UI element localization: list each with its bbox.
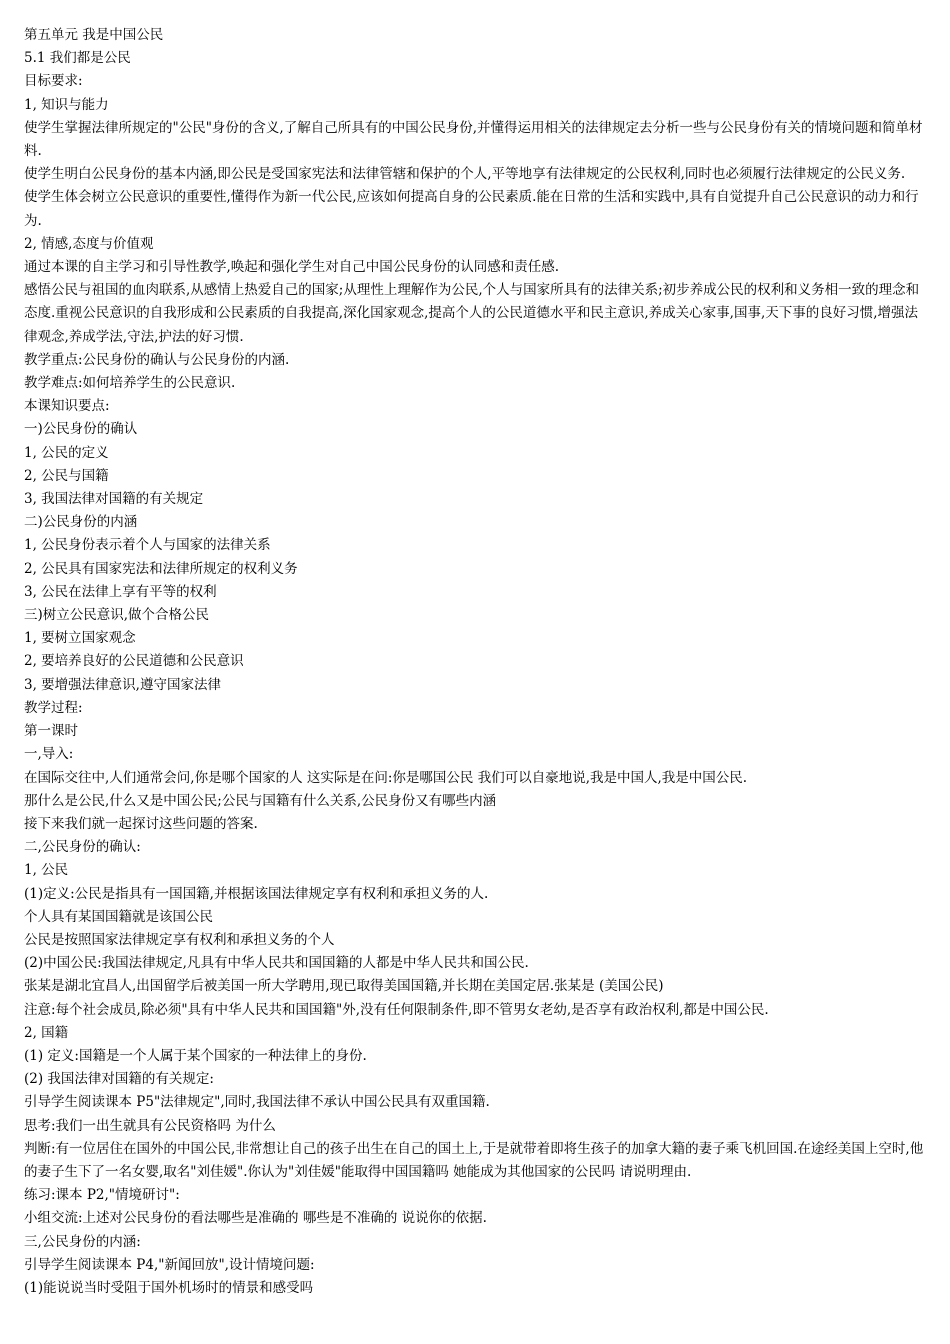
subheading: 二,公民身份的确认: — [24, 839, 141, 856]
paragraph: 那什么是公民,什么又是中国公民;公民与国籍有什么关系,公民身份又有哪些内涵 — [24, 792, 497, 809]
paragraph: 引导学生阅读课本 P5"法律规定",同时,我国法律不承认中国公民具有双重国籍. — [24, 1094, 490, 1111]
paragraph: 使学生掌握法律所规定的"公民"身份的含义,了解自己所具有的中国公民身份,并懂得运用相关的法律规定去分析一些与公民身份有关的情境问题和简单材料. — [24, 119, 923, 160]
paragraph: (2)中国公民:我国法律规定,凡具有中华人民共和国国籍的人都是中华人民共和国公民. — [24, 955, 529, 972]
outline-item: 2, 要培养良好的公民道德和公民意识 — [24, 653, 244, 670]
subheading: 2, 情感,态度与价值观 — [24, 235, 154, 252]
paragraph: 接下来我们就一起探讨这些问题的答案. — [24, 815, 258, 832]
paragraph: 张某是湖北宜昌人,出国留学后被美国一所大学聘用,现已取得美国国籍,并长期在美国定居.张某是 (美国公民) — [24, 978, 664, 995]
paragraph: 使学生明白公民身份的基本内涵,即公民是受国家宪法和法律管辖和保护的个人,平等地享有法律规定的公民权利,同时也必须履行法律规定的公民义务. — [24, 166, 906, 183]
paragraph: 判断:有一位居住在国外的中国公民,非常想让自己的孩子出生在自己的国土上,于是就带着即将生孩子的加拿大籍的妻子乘飞机回国.在途经美国上空时,他的妻子生下了一名女婴,取名"刘佳媛".你认为"刘佳媛"能取得中国国籍吗 她能成为其他国家的公民吗 请说明理由. — [24, 1140, 924, 1180]
paragraph: 使学生体会树立公民意识的重要性,懂得作为新一代公民,应该如何提高自身的公民素质.能在日常的生活和实践中,具有自觉提升自己公民意识的动力和行为. — [24, 189, 919, 229]
paragraph: (1) 定义:国籍是一个人属于某个国家的一种法律上的身份. — [24, 1047, 367, 1064]
section-heading: 目标要求: — [24, 73, 83, 90]
outline-item: 三)树立公民意识,做个合格公民 — [24, 607, 210, 624]
paragraph: (1)能说说当时受阻于国外机场时的情景和感受吗 — [24, 1279, 314, 1296]
outline-item: 3, 公民在法律上享有平等的权利 — [24, 583, 217, 600]
outline-item: 二)公民身份的内涵 — [24, 514, 138, 531]
paragraph: (2) 我国法律对国籍的有关规定: — [24, 1071, 214, 1088]
subheading: 1, 公民 — [24, 862, 69, 879]
paragraph: 感悟公民与祖国的血肉联系,从感情上热爱自己的国家;从理性上理解作为公民,个人与国家所具有的法律关系;初步养成公民的权利和义务相一致的理念和态度.重视公民意识的自我形成和公民素质的自我提高,深化国家观念,提高个人的公民道德水平和民主意识,养成关心家事,国事,天下事的良好习惯,增强法律观念,养成学法,守法,护法的好习惯. — [24, 282, 920, 345]
paragraph: 教学难点:如何培养学生的公民意识. — [24, 375, 236, 392]
paragraph: 引导学生阅读课本 P4,"新闻回放",设计情境问题: — [24, 1256, 315, 1273]
section-heading: 教学过程: — [24, 699, 83, 716]
subheading: 2, 国籍 — [24, 1024, 69, 1041]
paragraph: 公民是按照国家法律规定享有权利和承担义务的个人 — [24, 931, 335, 948]
outline-item: 1, 要树立国家观念 — [24, 630, 136, 647]
outline-item: 1, 公民的定义 — [24, 444, 109, 461]
subheading: 第一课时 — [24, 723, 78, 740]
lesson-title: 5.1 我们都是公民 — [24, 50, 131, 67]
paragraph: 练习:课本 P2,"情境研讨": — [24, 1187, 180, 1204]
subheading: 一,导入: — [24, 746, 74, 763]
paragraph: 个人具有某国国籍就是该国公民 — [24, 908, 213, 925]
subheading: 1, 知识与能力 — [24, 96, 109, 113]
paragraph: (1)定义:公民是指具有一国国籍,并根据该国法律规定享有权利和承担义务的人. — [24, 885, 489, 902]
paragraph: 小组交流:上述对公民身份的看法哪些是准确的 哪些是不准确的 说说你的依据. — [24, 1210, 487, 1227]
paragraph: 通过本课的自主学习和引导性教学,唤起和强化学生对自己中国公民身份的认同感和责任感. — [24, 259, 560, 276]
outline-item: 一)公民身份的确认 — [24, 421, 138, 438]
outline-item: 2, 公民具有国家宪法和法律所规定的权利义务 — [24, 560, 298, 577]
paragraph: 思考:我们一出生就具有公民资格吗 为什么 — [24, 1117, 276, 1134]
outline-item: 3, 我国法律对国籍的有关规定 — [24, 491, 204, 508]
outline-item: 1, 公民身份表示着个人与国家的法律关系 — [24, 537, 271, 554]
paragraph: 教学重点:公民身份的确认与公民身份的内涵. — [24, 351, 290, 368]
outline-item: 3, 要增强法律意识,遵守国家法律 — [24, 676, 221, 693]
section-heading: 本课知识要点: — [24, 398, 110, 415]
paragraph: 注意:每个社会成员,除必须"具有中华人民共和国国籍"外,没有任何限制条件,即不管男女老幼,是否享有政治权利,都是中国公民. — [24, 1001, 769, 1018]
unit-title: 第五单元 我是中国公民 — [24, 27, 164, 43]
outline-item: 2, 公民与国籍 — [24, 467, 109, 484]
paragraph: 在国际交往中,人们通常会问,你是哪个国家的人 这实际是在问:你是哪国公民 我们可以自豪地说,我是中国人,我是中国公民. — [24, 769, 748, 786]
subheading: 三,公民身份的内涵: — [24, 1233, 141, 1250]
